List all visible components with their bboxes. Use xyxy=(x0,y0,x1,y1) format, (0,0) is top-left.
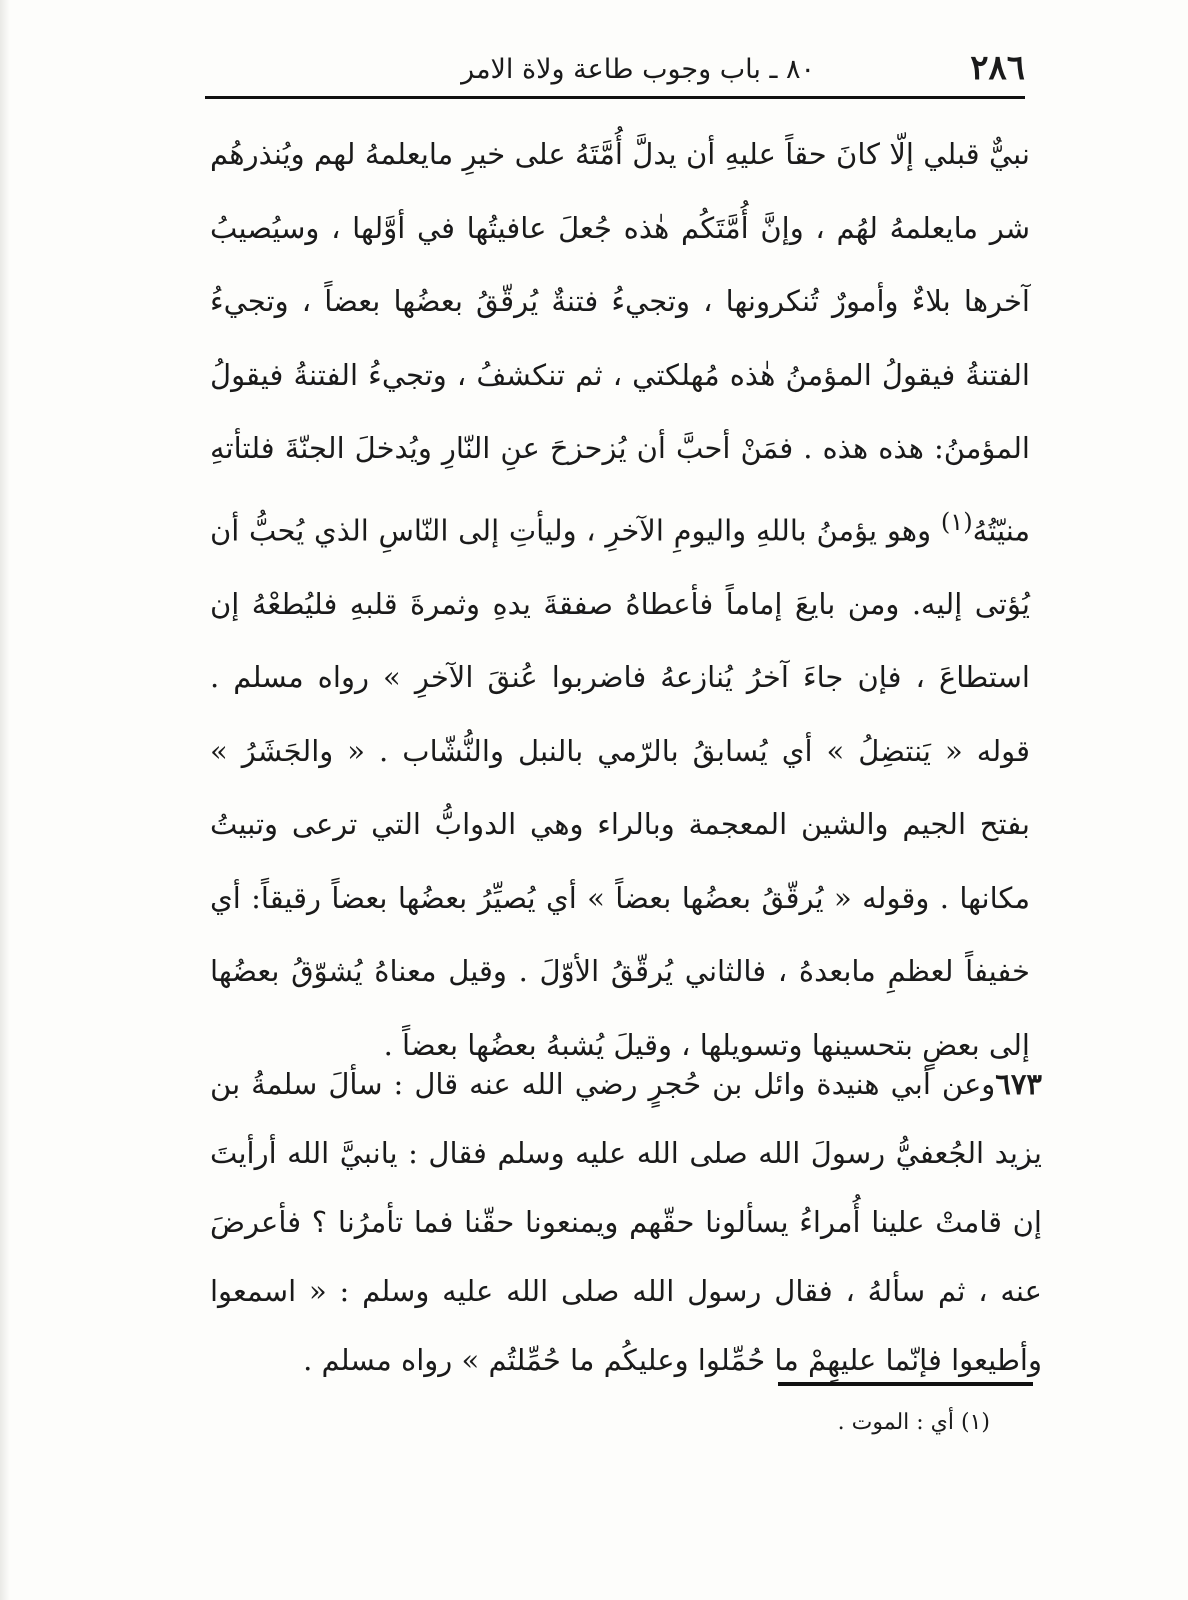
header-divider xyxy=(205,96,1025,99)
hadith-text: وعن أبي هنيدة وائل بن حُجرٍ رضي الله عنه قال : سألَ سلمةُ بن يزيد الجُعفيُّ رسولَ الله صلى الله عليه وسلم فقال : يانبيَّ الله أرأيتَ إن قامتْ علينا أُمراءُ يسألونا حقّهم ويمنعونا حقّنا فما تأمرُنا ؟ فأعرضَ عنه ، ثم سألهُ ، فقال رسول الله صلى الله عليه وسلم : « اسمعوا وأطيعوا فإنّما عليهِمْ ما حُمِّلوا وعليكُم ما حُمِّلتُم » رواه مسلم . xyxy=(210,1067,1042,1377)
page-header xyxy=(205,44,1025,96)
text-paragraph xyxy=(210,118,1030,1082)
scan-edge-shadow xyxy=(0,0,10,1600)
chapter-title: ٨٠ ـ باب وجوب طاعة ولاة الامر xyxy=(461,54,815,85)
footnote-marker: (١) xyxy=(940,507,973,536)
paragraph-text: نبيٌّ قبلي إلّا كانَ حقاً عليهِ أن يدلَّ أُمَّتَهُ على خيرِ مايعلمهُ لهم ويُنذرهُم شر مايعلمهُ لهُم ، وإنَّ أُمَّتَكُم هٰذه جُعلَ عافيتُها في أوَّلها ، وسيُصيبُ آخرها بلاءٌ وأمورٌ تُنكرونها ، وتجيءُ فتنةٌ يُرقّقُ بعضُها بعضاً ، وتجيءُ الفتنةُ فيقولُ المؤمنُ هٰذه مُهلكتي ، ثم تنكشفُ ، وتجيءُ الفتنةُ فيقولُ المؤمنُ: هذه هذه . فمَنْ أحبَّ أن يُزحزحَ عنِ النّارِ ويُدخلَ الجنّةَ فلتأتهِ منيّتُهُ xyxy=(210,137,1031,548)
hadith-entry xyxy=(210,1050,1042,1395)
paragraph-text-continued: وهو يؤمنُ باللهِ واليومِ الآخرِ ، وليأتِ إلى النّاسِ الذي يُحبُّ أن يُؤتى إليه. ومن بايعَ إماماً فأعطاهُ صفقةَ يدهِ وثمرةَ قلبهِ فليُطعْهُ إن استطاعَ ، فإن جاءَ آخرُ يُنازعهُ فاضربوا عُنقَ الآخرِ » رواه مسلم . قوله « يَنتضِلُ » أي يُسابقُ بالرّمي بالنبل والنُّشّاب . « والجَشَرُ » بفتح الجيم والشين المعجمة وبالراء وهي الدوابُّ التي ترعى وتبيتُ مكانها . وقوله « يُرقّقُ بعضُها بعضاً » أي يُصيِّرُ بعضُها بعضاً رقيقاً: أي خفيفاً لعظمِ مابعدهُ ، فالثاني يُرقّقُ الأوّلَ . وقيل معناهُ يُشوّقُ بعضُها إلى بعضٍ بتحسينها وتسويلها ، وقيلَ يُشبهُ بعضُها بعضاً . xyxy=(210,513,1030,1062)
footnote-divider xyxy=(778,1382,1033,1386)
main-text xyxy=(210,118,1030,1082)
page-number: ٢٨٦ xyxy=(970,48,1025,88)
hadith-number: ٦٧٣ xyxy=(995,1067,1042,1101)
hadith-paragraph xyxy=(210,1050,1042,1395)
footnote: (١) أي : الموت . xyxy=(837,1410,990,1435)
